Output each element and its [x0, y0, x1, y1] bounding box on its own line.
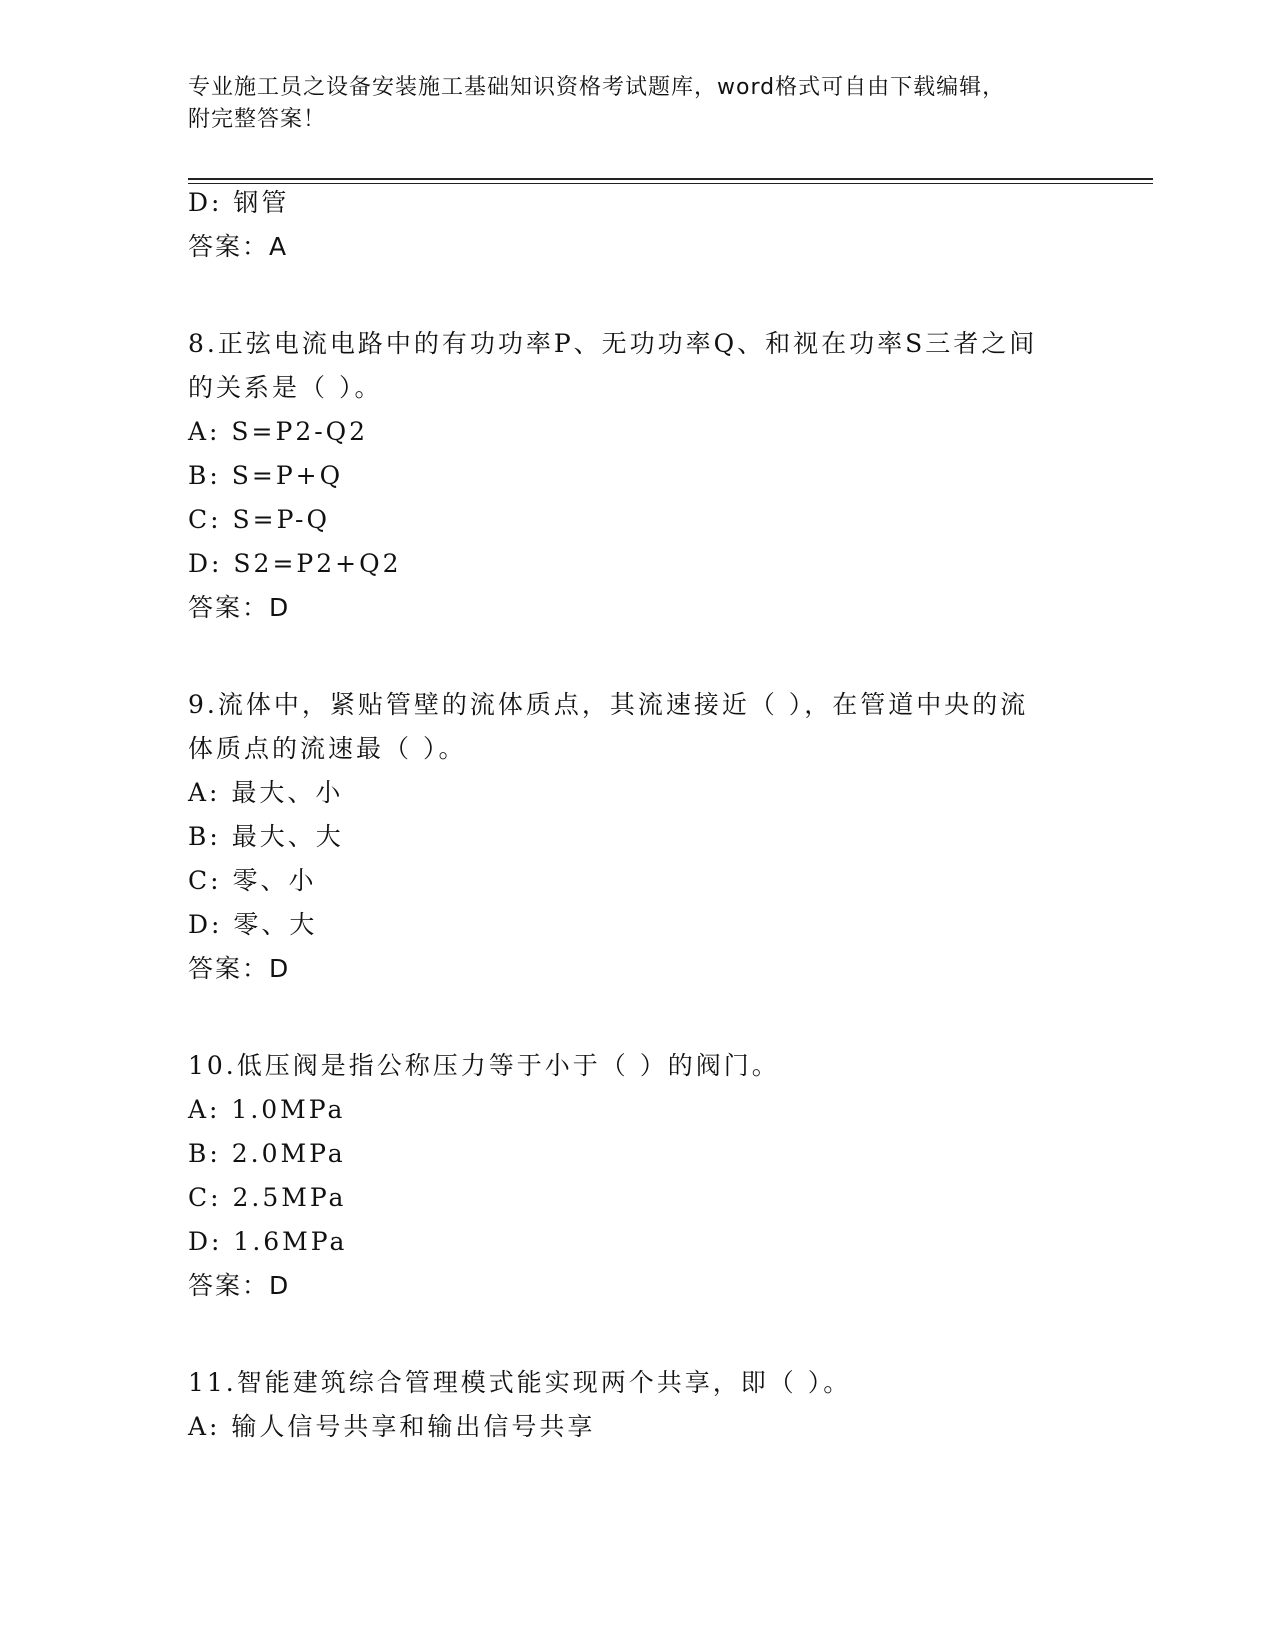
q8-answer: 答案：D: [188, 593, 291, 622]
q9-option-d: D: 零、大: [188, 910, 318, 939]
document-header: [188, 72, 1088, 136]
q10-stem-line-1: 10.低压阀是指公称压力等于小于（ ）的阀门。: [188, 1051, 780, 1080]
q11-stem-line-1: 11.智能建筑综合管理模式能实现两个共享，即（ ）。: [188, 1368, 852, 1397]
q8-option-c: C: S=P-Q: [188, 505, 330, 534]
q9-option-a: A: 最大、小: [188, 778, 344, 807]
q9-stem-line-1: 9.流体中，紧贴管壁的流体质点，其流速接近（ ），在管道中央的流: [188, 690, 1029, 719]
q10-answer: 答案：D: [188, 1271, 291, 1300]
q9-answer: 答案：D: [188, 954, 291, 983]
q9-option-b: B: 最大、大: [188, 822, 344, 851]
header-line-2: 附完整答案！: [188, 107, 327, 132]
prev-option-d: D: 钢管: [188, 188, 290, 217]
q8-option-b: B: S=P+Q: [188, 461, 344, 490]
q10-option-d: D: 1.6MPa: [188, 1227, 348, 1256]
q8-stem-line-1: 8.正弦电流电路中的有功功率P、无功功率Q、和视在功率S三者之间: [188, 329, 1038, 358]
q10-option-c: C: 2.5MPa: [188, 1183, 347, 1212]
q9-option-c: C: 零、小: [188, 866, 317, 895]
q8-option-d: D: S2=P2+Q2: [188, 549, 402, 578]
q9-stem-line-2: 体质点的流速最（ ）。: [188, 734, 467, 763]
header-line-1: 专业施工员之设备安装施工基础知识资格考试题库，word格式可自由下载编辑，: [188, 75, 1006, 100]
q11-option-a: A: 输人信号共享和输出信号共享: [188, 1412, 596, 1441]
q8-option-a: A: S=P2-Q2: [188, 417, 369, 446]
header-divider-thin: [188, 183, 1153, 184]
q8-stem-line-2: 的关系是（ ）。: [188, 373, 383, 402]
prev-answer: 答案：A: [188, 232, 289, 261]
q10-option-a: A: 1.0MPa: [188, 1095, 346, 1124]
q10-option-b: B: 2.0MPa: [188, 1139, 346, 1168]
header-divider-thick: [188, 178, 1153, 180]
